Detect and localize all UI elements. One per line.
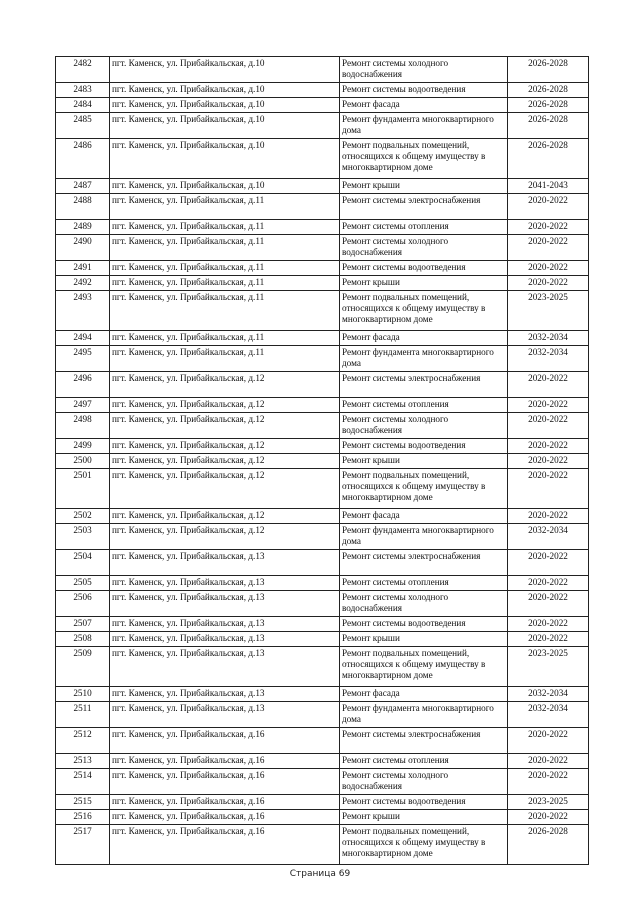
table-row (56, 139, 589, 179)
work-type-cell: Ремонт системы отопления (340, 576, 508, 591)
period-cell: 2026-2028 (508, 825, 589, 865)
period-cell: 2032-2034 (508, 346, 589, 372)
table-row (56, 372, 589, 398)
work-type-cell: Ремонт системы отопления (340, 398, 508, 413)
table-row (56, 220, 589, 235)
address-cell: пгт. Каменск, ул. Прибайкальская, д.13 (110, 617, 340, 632)
row-number: 2500 (56, 454, 110, 469)
work-type-cell: Ремонт фундамента многоквартирного дома (340, 346, 508, 372)
table-row (56, 291, 589, 331)
address-cell: пгт. Каменск, ул. Прибайкальская, д.16 (110, 728, 340, 754)
row-number: 2499 (56, 439, 110, 454)
address-cell: пгт. Каменск, ул. Прибайкальская, д.16 (110, 769, 340, 795)
work-type-cell: Ремонт системы электроснабжения (340, 194, 508, 220)
address-cell: пгт. Каменск, ул. Прибайкальская, д.13 (110, 550, 340, 576)
address-cell: пгт. Каменск, ул. Прибайкальская, д.12 (110, 454, 340, 469)
period-cell: 2032-2034 (508, 687, 589, 702)
row-number: 2505 (56, 576, 110, 591)
period-cell: 2020-2022 (508, 509, 589, 524)
work-type-cell: Ремонт системы водоотведения (340, 617, 508, 632)
address-cell: пгт. Каменск, ул. Прибайкальская, д.12 (110, 398, 340, 413)
row-number: 2509 (56, 647, 110, 687)
row-number: 2496 (56, 372, 110, 398)
table-row (56, 550, 589, 576)
address-cell: пгт. Каменск, ул. Прибайкальская, д.13 (110, 647, 340, 687)
row-number: 2501 (56, 469, 110, 509)
address-cell: пгт. Каменск, ул. Прибайкальская, д.12 (110, 469, 340, 509)
row-number: 2489 (56, 220, 110, 235)
address-cell: пгт. Каменск, ул. Прибайкальская, д.10 (110, 113, 340, 139)
table-row (56, 454, 589, 469)
period-cell: 2020-2022 (508, 454, 589, 469)
period-cell: 2023-2025 (508, 647, 589, 687)
work-type-cell: Ремонт подвальных помещений, относящихся к общему имуществу в многоквартирном доме (340, 825, 508, 865)
address-cell: пгт. Каменск, ул. Прибайкальская, д.13 (110, 591, 340, 617)
period-cell: 2020-2022 (508, 617, 589, 632)
period-cell: 2020-2022 (508, 728, 589, 754)
row-number: 2486 (56, 139, 110, 179)
row-number: 2503 (56, 524, 110, 550)
period-cell: 2020-2022 (508, 576, 589, 591)
row-number: 2513 (56, 754, 110, 769)
table-row (56, 795, 589, 810)
period-cell: 2023-2025 (508, 795, 589, 810)
address-cell: пгт. Каменск, ул. Прибайкальская, д.11 (110, 291, 340, 331)
address-cell: пгт. Каменск, ул. Прибайкальская, д.16 (110, 754, 340, 769)
table-row (56, 754, 589, 769)
row-number: 2502 (56, 509, 110, 524)
address-cell: пгт. Каменск, ул. Прибайкальская, д.12 (110, 509, 340, 524)
address-cell: пгт. Каменск, ул. Прибайкальская, д.11 (110, 346, 340, 372)
row-number: 2495 (56, 346, 110, 372)
address-cell: пгт. Каменск, ул. Прибайкальская, д.10 (110, 98, 340, 113)
table-row (56, 576, 589, 591)
work-type-cell: Ремонт фасада (340, 331, 508, 346)
table-row (56, 728, 589, 754)
row-number: 2498 (56, 413, 110, 439)
address-cell: пгт. Каменск, ул. Прибайкальская, д.13 (110, 632, 340, 647)
table-row (56, 113, 589, 139)
table-row (56, 439, 589, 454)
work-type-cell: Ремонт фасада (340, 509, 508, 524)
work-type-cell: Ремонт фундамента многоквартирного дома (340, 524, 508, 550)
row-number: 2511 (56, 702, 110, 728)
period-cell: 2020-2022 (508, 550, 589, 576)
work-type-cell: Ремонт системы отопления (340, 754, 508, 769)
address-cell: пгт. Каменск, ул. Прибайкальская, д.10 (110, 57, 340, 83)
period-cell: 2032-2034 (508, 702, 589, 728)
row-number: 2497 (56, 398, 110, 413)
work-type-cell: Ремонт системы холодного водоснабжения (340, 413, 508, 439)
work-type-cell: Ремонт крыши (340, 179, 508, 194)
period-cell: 2041-2043 (508, 179, 589, 194)
period-cell: 2020-2022 (508, 439, 589, 454)
table-row (56, 331, 589, 346)
work-type-cell: Ремонт подвальных помещений, относящихся к общему имуществу в многоквартирном доме (340, 469, 508, 509)
period-cell: 2020-2022 (508, 220, 589, 235)
period-cell: 2026-2028 (508, 98, 589, 113)
work-type-cell: Ремонт системы водоотведения (340, 439, 508, 454)
row-number: 2493 (56, 291, 110, 331)
period-cell: 2020-2022 (508, 469, 589, 509)
repair-schedule-table (55, 56, 589, 865)
row-number: 2514 (56, 769, 110, 795)
row-number: 2512 (56, 728, 110, 754)
row-number: 2507 (56, 617, 110, 632)
address-cell: пгт. Каменск, ул. Прибайкальская, д.12 (110, 413, 340, 439)
period-cell: 2032-2034 (508, 524, 589, 550)
work-type-cell: Ремонт крыши (340, 454, 508, 469)
period-cell: 2020-2022 (508, 398, 589, 413)
work-type-cell: Ремонт подвальных помещений, относящихся к общему имуществу в многоквартирном доме (340, 291, 508, 331)
table-row (56, 346, 589, 372)
period-cell: 2020-2022 (508, 261, 589, 276)
table-row (56, 98, 589, 113)
table-row (56, 509, 589, 524)
work-type-cell: Ремонт системы водоотведения (340, 83, 508, 98)
period-cell: 2020-2022 (508, 591, 589, 617)
period-cell: 2023-2025 (508, 291, 589, 331)
period-cell: 2026-2028 (508, 83, 589, 98)
row-number: 2490 (56, 235, 110, 261)
address-cell: пгт. Каменск, ул. Прибайкальская, д.16 (110, 825, 340, 865)
address-cell: пгт. Каменск, ул. Прибайкальская, д.13 (110, 576, 340, 591)
table-row (56, 702, 589, 728)
table-body (56, 57, 589, 865)
table-row (56, 769, 589, 795)
work-type-cell: Ремонт системы электроснабжения (340, 372, 508, 398)
row-number: 2492 (56, 276, 110, 291)
address-cell: пгт. Каменск, ул. Прибайкальская, д.16 (110, 795, 340, 810)
row-number: 2488 (56, 194, 110, 220)
row-number: 2506 (56, 591, 110, 617)
address-cell: пгт. Каменск, ул. Прибайкальская, д.11 (110, 261, 340, 276)
row-number: 2517 (56, 825, 110, 865)
address-cell: пгт. Каменск, ул. Прибайкальская, д.12 (110, 524, 340, 550)
row-number: 2508 (56, 632, 110, 647)
period-cell: 2020-2022 (508, 372, 589, 398)
work-type-cell: Ремонт фасада (340, 98, 508, 113)
address-cell: пгт. Каменск, ул. Прибайкальская, д.12 (110, 372, 340, 398)
row-number: 2482 (56, 57, 110, 83)
work-type-cell: Ремонт системы водоотведения (340, 795, 508, 810)
row-number: 2491 (56, 261, 110, 276)
address-cell: пгт. Каменск, ул. Прибайкальская, д.16 (110, 810, 340, 825)
table-row (56, 83, 589, 98)
row-number: 2504 (56, 550, 110, 576)
table-row (56, 235, 589, 261)
row-number: 2494 (56, 331, 110, 346)
address-cell: пгт. Каменск, ул. Прибайкальская, д.13 (110, 702, 340, 728)
row-number: 2516 (56, 810, 110, 825)
address-cell: пгт. Каменск, ул. Прибайкальская, д.11 (110, 331, 340, 346)
address-cell: пгт. Каменск, ул. Прибайкальская, д.10 (110, 83, 340, 98)
row-number: 2483 (56, 83, 110, 98)
address-cell: пгт. Каменск, ул. Прибайкальская, д.11 (110, 276, 340, 291)
address-cell: пгт. Каменск, ул. Прибайкальская, д.11 (110, 220, 340, 235)
address-cell: пгт. Каменск, ул. Прибайкальская, д.10 (110, 179, 340, 194)
address-cell: пгт. Каменск, ул. Прибайкальская, д.13 (110, 687, 340, 702)
work-type-cell: Ремонт подвальных помещений, относящихся к общему имуществу в многоквартирном доме (340, 139, 508, 179)
work-type-cell: Ремонт системы электроснабжения (340, 728, 508, 754)
work-type-cell: Ремонт системы холодного водоснабжения (340, 591, 508, 617)
address-cell: пгт. Каменск, ул. Прибайкальская, д.11 (110, 235, 340, 261)
period-cell: 2020-2022 (508, 769, 589, 795)
table-row (56, 261, 589, 276)
table-row (56, 591, 589, 617)
period-cell: 2032-2034 (508, 331, 589, 346)
work-type-cell: Ремонт фундамента многоквартирного дома (340, 702, 508, 728)
page-number: Страница 69 (289, 869, 351, 879)
table-row (56, 469, 589, 509)
period-cell: 2026-2028 (508, 113, 589, 139)
table-row (56, 194, 589, 220)
address-cell: пгт. Каменск, ул. Прибайкальская, д.11 (110, 194, 340, 220)
period-cell: 2020-2022 (508, 632, 589, 647)
address-cell: пгт. Каменск, ул. Прибайкальская, д.10 (110, 139, 340, 179)
period-cell: 2020-2022 (508, 235, 589, 261)
table-row (56, 632, 589, 647)
table-row (56, 825, 589, 865)
table-row (56, 810, 589, 825)
table-row (56, 687, 589, 702)
row-number: 2485 (56, 113, 110, 139)
period-cell: 2020-2022 (508, 194, 589, 220)
table-row (56, 276, 589, 291)
work-type-cell: Ремонт подвальных помещений, относящихся к общему имуществу в многоквартирном доме (340, 647, 508, 687)
table-row (56, 57, 589, 83)
period-cell: 2020-2022 (508, 276, 589, 291)
period-cell: 2020-2022 (508, 413, 589, 439)
table-row (56, 647, 589, 687)
row-number: 2487 (56, 179, 110, 194)
work-type-cell: Ремонт фундамента многоквартирного дома (340, 113, 508, 139)
row-number: 2484 (56, 98, 110, 113)
period-cell: 2020-2022 (508, 754, 589, 769)
period-cell: 2020-2022 (508, 810, 589, 825)
period-cell: 2026-2028 (508, 57, 589, 83)
table-row (56, 524, 589, 550)
work-type-cell: Ремонт системы холодного водоснабжения (340, 769, 508, 795)
work-type-cell: Ремонт системы отопления (340, 220, 508, 235)
row-number: 2510 (56, 687, 110, 702)
work-type-cell: Ремонт крыши (340, 810, 508, 825)
row-number: 2515 (56, 795, 110, 810)
table-row (56, 398, 589, 413)
address-cell: пгт. Каменск, ул. Прибайкальская, д.12 (110, 439, 340, 454)
work-type-cell: Ремонт крыши (340, 276, 508, 291)
work-type-cell: Ремонт крыши (340, 632, 508, 647)
work-type-cell: Ремонт системы холодного водоснабжения (340, 235, 508, 261)
work-type-cell: Ремонт системы холодного водоснабжения (340, 57, 508, 83)
table-row (56, 413, 589, 439)
work-type-cell: Ремонт фасада (340, 687, 508, 702)
work-type-cell: Ремонт системы электроснабжения (340, 550, 508, 576)
table-row (56, 179, 589, 194)
period-cell: 2026-2028 (508, 139, 589, 179)
work-type-cell: Ремонт системы водоотведения (340, 261, 508, 276)
table-row (56, 617, 589, 632)
